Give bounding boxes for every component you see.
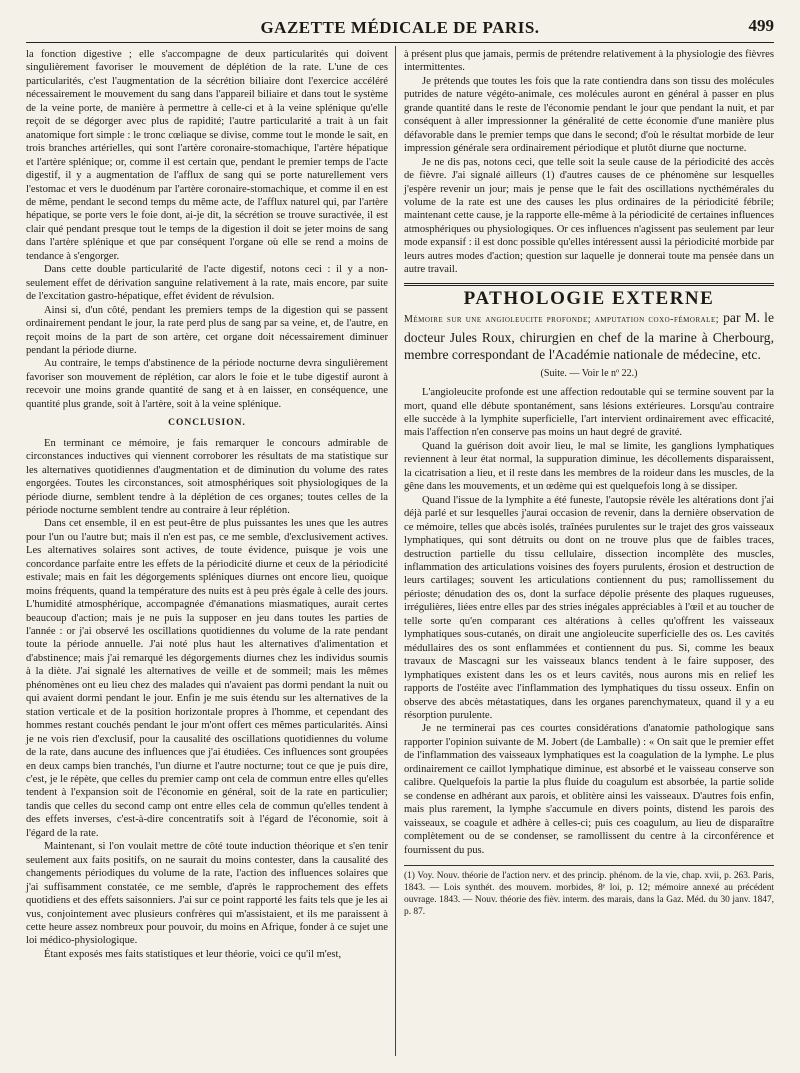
footnote: (1) Voy. Nouv. théorie de l'action nerv. et des princip. phénom. de la vie, chap. xvii, p. 263. Paris, 1843. — Lois synthét. des mouvem. morbides, 8ᵉ loi, p. 12; mémoire annexé au précédent ouvrage. 1843. — Nouv. théorie des fièv. interm. des marais, dans la Gaz. Méd. du 30 janv. 1847, p. 87. (404, 870, 774, 917)
paragraph: Je ne dis pas, notons ceci, que telle soit la seule cause de la périodicité des accès de fièvre. J'ai signalé ailleurs (1) d'autres causes de ce phénomène sur lesquelles j'espère revenir un jour; mais je pense que le fait des oscillations nycthémérales du volume de la rate est une des causes les plus ordinaires de la périodicité fébrile; maintenant cette cause, je la rapporte elle-même à la périodicité de certaines influences atmosphériques ou physiologiques. Or ces influences n'agissent pas seulement par leur mode expansif : il est donc possible qu'elles intéressent aussi la périodicité morbide par leurs autres modes d'action; question sur laquelle je donnerai toute ma pensée dans un autre travail. (404, 156, 774, 276)
paragraph: Je prétends que toutes les fois que la rate contiendra dans son tissu des molécules putrides de nature végéto-animale, ces molécules auront en général à passer en plus grande quantité dans le reste de l'économie pendant le jour que pendant la nuit, et par conséquent à aller impressionner la généralité de cette économie d'une manière plus défavorable dans le premier temps que dans le second; d'où le résultat morbide de leur impression générale sera ordinairement périodique et plutôt diurne que nocturne. (404, 75, 774, 155)
paragraph: En terminant ce mémoire, je fais remarquer le concours admirable de circonstances inductives qui viennent corroborer les résultats de ma statistique sur les alternatives quotidiennes d'augmentation et de diminution du volume des rates engorgées. Toutes les circonstances, soit atmosphériques soit physiologiques de la période diurne, semblent tendre à la déplétion de ces organes; toutes celles de la période nocturne semblent tendre au contraire à leur réplétion. (26, 437, 388, 516)
left-column (26, 48, 388, 961)
footnote-rule (404, 865, 774, 866)
paragraph: Quand l'issue de la lymphite a été funeste, l'autopsie révèle les altérations dont j'ai déjà parlé et sur lesquelles j'aurai occasion de revenir, dans la dernière observation de ce mémoire, telles que abcès isolés, traînées purulentes sur le trajet des gros vaisseaux lymphatiques, qui sont détruits ou dont on ne trouve plus que de faibles traces, destruction partielle du tissu cellulaire, dissection incomplète des muscles, inflammation des articulations voisines des foyers purulents, érosion et destruction de leurs cartilages; souvent les articulations contiennent du pus; ramollissement du périoste; dénudation des os, dont la surface dépolie présente des plaques rugueuses, irrégulières, liées entre elles par des stries inégales appréciables à l'œil et au toucher de telle sorte qu'en comparant ces altérations à celles qu'offrent les vaisseaux lymphatiques sous-cutanés, on dirait une angioleucite superficielle des os. Les cavités médullaires des os sont enflammées et contiennent du pus. Si, comme les beaux travaux de Mascagni sur les vaisseaux blancs tendent à le faire supposer, des lymphatiques existent dans les os et leurs cavités, nous aurons mis en relief les rapports de l'ostéite avec l'inflammation des lymphatiques du tissu osseux. Enfin on observe des abcès métastatiques, dans les organes parenchymateux, quand il y a eu résorption purulente. (404, 494, 774, 721)
paragraph: à présent plus que jamais, permis de prétendre relativement à la physiologie des fièvres intermittentes. (404, 49, 774, 74)
section-title: PATHOLOGIE EXTERNE (463, 287, 715, 309)
paragraph: Quand la guérison doit avoir lieu, le mal se limite, les ganglions lymphatiques reviennent à leur état normal, la suppuration diminue, les décollements disparaissent, la cicatrisation a lieu, et il reste dans les membres de la roideur dans les muscles, de la gêne dans les mouvements, et un œdème qui est quelquefois long à se dissiper. (404, 440, 774, 493)
header-rule (26, 42, 774, 43)
page-header (26, 18, 774, 42)
continuation-note: (Suite. — Voir le nº 22.) (540, 367, 638, 379)
article-heading (404, 309, 774, 364)
column-divider (395, 46, 396, 1056)
paragraph: Je ne terminerai pas ces courtes considérations d'anatomie pathologique sans rapporter l'opinion suivante de M. Jobert (de Lamballe) : « On sait que le premier effet de l'inflammation des vaisseaux lymphatiques est la coagulation de la lymphe. Le plus ordinairement ce caillot lymphatique diminue, est absorbé et le vaisseau conserve son calibre. Quelquefois la partie la plus fluide du coagulum est absorbée, la partie solide se condense en adhérant aux parois, et oblitère ainsi les vaisseaux. D'autres fois enfin, mais plus rarement, la lymphe s'accumule en divers points, distend les parois des vaisseaux, se coagule et adhère à celles-ci; puis ces coagulum, au lieu de disparaître complètement ou de se condenser, se ramollissent du centre à la circonférence et fournissent du pus. (404, 723, 774, 856)
right-column (404, 48, 774, 918)
paragraph: L'angioleucite profonde est une affection redoutable qui se termine souvent par la mort, quand elle débute spontanément, sans lésions extérieures. Lorsqu'au contraire elle succède à la lymphite superficielle, l'art intervient ordinairement avec efficacité, mais l'affection n'en conserve pas moins un haut degré de gravité. (404, 387, 774, 439)
paragraph: la fonction digestive ; elle s'accompagne de deux particularités qui doivent singulièrement favoriser le mouvement de déplétion de la rate. L'une de ces particularités, c'est l'augmentation de la sécrétion biliaire dont l'exercice accéléré nécessairement le mouvement du sang dans l'appareil biliaire et dans tout le système de la veine porte, de manière à permettre à celle-ci et à la veine splénique qu'elle reçoit de se dégorger avec plus de rapidité; l'autre particularité a trait à un fait anatomique fort simple : le tronc cœliaque se divise, comme tout le monde le sait, en trois branches artérielles, qui sont l'artère coronaire-stomachique, l'artère hépatique et l'artère splénique; or, comme il est certain que, pendant le premier temps de l'acte digestif, il y a augmentation de l'afflux de sang qui se porte naturellement vers l'estomac et vers le duodénum par l'artère coronaire-stomachique, et comme il en est de même, pendant le second temps du même acte, de l'afflux naturel qui, par l'artère hépatique, se porte vers le foie dont, ai-je dit, la sécrétion se trouve suractivée, il est clair qué pendant presque tout le temps de la digestion il doit se jeter moins de sang dans l'artère splénique et que par conséquent l'organe où elle se rend a moins de tendance à s'engorger. (26, 49, 388, 262)
paragraph: Ainsi si, d'un côté, pendant les premiers temps de la digestion qui se passent ordinairement pendant le jour, la rate perd plus de sang par sa veine, et, de l'autre, en reçoit moins de la part de son artère, cet organe doit nécessairement diminuer pendant la période diurne. (26, 304, 388, 356)
paragraph: Dans cette double particularité de l'acte digestif, notons ceci : il y a non-seulement effet de dérivation sanguine relativement à la rate, mais encore, par suite de l'excitation gastro-hépatique, effet évident de révulsion. (26, 264, 388, 303)
paragraph: Au contraire, le temps d'abstinence de la période nocturne devra singulièrement favoriser son mouvement de réplétion, car alors le foie et le tube digestif auront à recevoir une moins grande quantité de sang et à en laisser, en conséquence, une quantité plus grande, soit à l'artère, soit à la veine splénique. (26, 358, 388, 410)
paragraph: Dans cet ensemble, il en est peut-être de plus puissantes les unes que les autres pour l'un ou l'autre but; mais il n'en est pas, ce me semble, d'exclusivement actives. Les alternatives solaires sont actives, de toute évidence, puisque je vois une concordance parfaite entre les effets de la périodicité diurne et ceux de la périodicité estivale; mais en fait les dégorgements spléniques diurnes ont encore lieu, quoique moins fréquents, quand la température des nuits est à peu près égale à celle des jours. L'humidité atmosphérique, accompagnée d'émanations miasmatiques, aurait certes beaucoup d'action; mais je ne puis la supposer en jeu dans toutes les parties de l'année : or j'ai observé les oscillations quotidiennes du volume de la rate pendant toute la période annuelle. J'ai noté plus haut les alternatives d'alimentation et d'abstinence; mais j'ai remarqué les dégorgements diurnes chez les individus soumis à la diète. J'ai signalé les alternatives de veille et de sommeil; mais les mêmes phénomènes ont eu lieu chez des malades qui n'avaient pas dormi pendant la nuit ou qui avaient dormi pendant le jour. Enfin je me suis étendu sur les alternatives de la station verticale et de la position horizontale propres à l'homme, et cependant des hommes restant couchés pendant le jour m'ont offert ces mêmes particularités. Ainsi je ne vois rien d'exclusif, pour la causalité des oscillations quotidiennes du volume de la rate, dans aucune des influences que j'ai étudiées. Ces influences sont groupées en deux camps bien tranchés, l'un diurne et l'autre nocturne; tout ce que je puis dire, c'est, je le répète, que celles du premier camp ont cela de commun entre elles qu'elles tendent à l'expansion soit de l'économie en général, soit de la rate en particulier; tandis que celles du second camp ont entre elles cela de commun qu'elles tendent à des effets inverses, c'est-à-dire concentratifs soit à l'égard de l'économie, soit à l'égard de la rate. (26, 518, 388, 839)
conclusion-heading: CONCLUSION. (168, 418, 246, 429)
article-heading-caps: Mémoire sur une angioleucite profonde; amputation coxo-fémorale; (404, 314, 720, 326)
page-number: 499 (748, 16, 774, 35)
paragraph: Étant exposés mes faits statistiques et leur théorie, voici ce qu'il m'est, (44, 948, 342, 960)
section-rule (404, 283, 774, 286)
article-heading-author: par M. le docteur Jules Roux, chirurgien en chef de la marine à Cherbourg, membre correspondant de l'Académie nationale de médecine, etc. (404, 310, 774, 363)
paragraph: Maintenant, si l'on voulait mettre de côté toute induction théorique et s'en tenir seulement aux faits positifs, on ne saurait du moins contester, dans la causalité des changements périodiques du volume de la rate, l'action des influences solaires que j'ai suffisamment constatée, ce me semble, d'après le rapprochement des effets quotidiens et des effets saisonniers. J'ai sur ce point rapporté les faits tels que je les ai vus, conjointement avec plusieurs confrères qui m'assistaient, et ils me paraissent à cette heure assez nombreux pour pouvoir, du moins en Afrique, fonder à ce sujet une loi médico-physiologique. (26, 841, 388, 947)
journal-title: GAZETTE MÉDICALE DE PARIS. (260, 18, 540, 37)
